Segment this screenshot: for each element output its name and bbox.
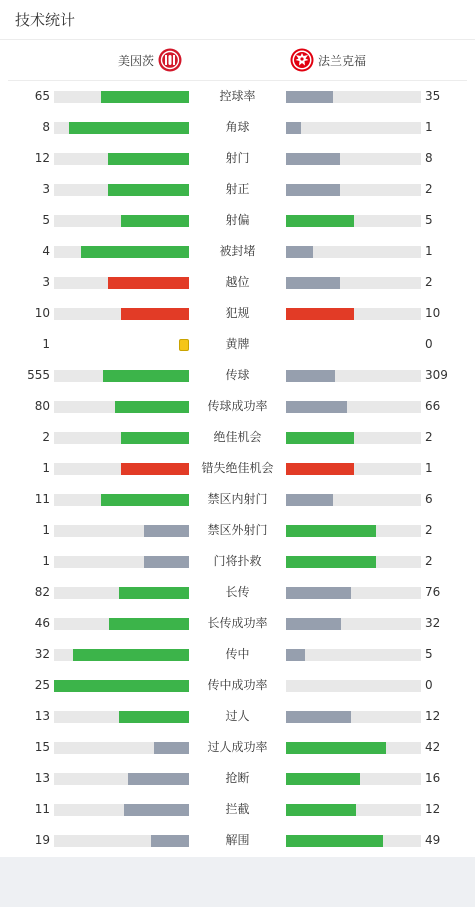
stat-label: 绝佳机会: [213, 429, 262, 444]
away-value: 1: [425, 119, 433, 134]
home-value: 13: [34, 708, 50, 723]
away-bar-fill: [286, 742, 386, 754]
home-value: 555: [27, 367, 50, 382]
away-bar-fill: [286, 556, 376, 568]
away-bar-fill: [286, 401, 347, 413]
home-value: 19: [34, 832, 50, 847]
away-bar-track: [286, 153, 421, 165]
stat-label: 解围: [225, 832, 250, 847]
home-bar-track: [54, 246, 189, 258]
away-bar-fill: [286, 122, 301, 134]
home-value: 12: [34, 150, 50, 165]
away-value: 2: [425, 429, 433, 444]
stat-label: 禁区内射门: [207, 491, 268, 506]
away-value: 42: [425, 739, 441, 754]
stat-label: 过人成功率: [207, 739, 268, 754]
away-value: 5: [425, 212, 433, 227]
stat-label: 犯规: [225, 305, 250, 320]
home-bar-fill: [69, 122, 189, 134]
frankfurt-eagle-logo-icon: [290, 48, 314, 72]
away-bar-fill: [286, 804, 356, 816]
teams-header: [8, 40, 467, 81]
home-bar-fill: [121, 463, 189, 475]
away-bar-track: [286, 494, 421, 506]
home-value: 32: [34, 646, 50, 661]
home-value: 11: [34, 491, 50, 506]
home-bar-fill: [108, 184, 189, 196]
page-title: 技术统计: [15, 11, 76, 29]
home-bar-track: [54, 835, 189, 847]
stat-label: 射正: [225, 181, 250, 196]
stat-label: 传球: [225, 367, 250, 382]
home-bar-fill: [115, 401, 189, 413]
away-value: 16: [425, 770, 441, 785]
stat-row: [0, 763, 475, 794]
stat-row: [0, 81, 475, 112]
stat-label: 抢断: [225, 770, 250, 785]
home-value: 2: [42, 429, 50, 444]
away-bar-track: [286, 742, 421, 754]
home-bar-track: [54, 804, 189, 816]
home-bar-fill: [108, 277, 189, 289]
home-bar-fill: [109, 618, 189, 630]
away-team[interactable]: [290, 48, 366, 72]
away-bar-track: [286, 587, 421, 599]
stat-label: 传中成功率: [207, 677, 268, 692]
home-bar-fill: [103, 370, 189, 382]
stat-label: 黄牌: [225, 336, 250, 351]
home-value: 11: [34, 801, 50, 816]
home-bar-fill: [81, 246, 189, 258]
stat-row: [0, 546, 475, 577]
away-bar-fill: [286, 835, 383, 847]
stat-row: [0, 732, 475, 763]
stat-row: [0, 298, 475, 329]
away-value: 1: [425, 460, 433, 475]
stat-row: [0, 391, 475, 422]
away-value: 309: [425, 367, 448, 382]
home-bar-fill: [121, 308, 189, 320]
stat-label: 拦截: [225, 801, 250, 816]
stats-list: [0, 81, 475, 856]
home-value: 82: [34, 584, 50, 599]
away-bar-track: [286, 711, 421, 723]
stat-label: 门将扑救: [213, 553, 262, 568]
stat-row: [0, 205, 475, 236]
home-bar-track: [54, 308, 189, 320]
home-bar-track: [54, 122, 189, 134]
away-bar-track: [286, 215, 421, 227]
home-bar-track: [54, 91, 189, 103]
away-bar-fill: [286, 153, 340, 165]
away-bar-track: [286, 680, 421, 692]
stat-label: 角球: [225, 119, 250, 134]
stat-label: 长传: [225, 584, 250, 599]
away-value: 6: [425, 491, 433, 506]
stat-label: 传球成功率: [207, 398, 268, 413]
stat-row: [0, 577, 475, 608]
home-value: 10: [34, 305, 50, 320]
away-bar-fill: [286, 277, 340, 289]
away-value: 2: [425, 522, 433, 537]
home-yellow-card-icon: [179, 339, 189, 351]
away-bar-track: [286, 277, 421, 289]
home-bar-track: [54, 432, 189, 444]
home-bar-track: [54, 742, 189, 754]
away-bar-track: [286, 649, 421, 661]
home-bar-fill: [121, 215, 189, 227]
home-bar-fill: [101, 494, 189, 506]
home-bar-fill: [128, 773, 189, 785]
stat-row: [0, 112, 475, 143]
away-team-name: 法兰克福: [318, 53, 367, 68]
away-bar-fill: [286, 308, 354, 320]
home-value: 1: [42, 460, 50, 475]
away-bar-fill: [286, 432, 354, 444]
home-value: 5: [42, 212, 50, 227]
away-bar-fill: [286, 370, 335, 382]
stat-label: 禁区外射门: [207, 522, 268, 537]
away-value: 10: [425, 305, 441, 320]
away-bar-fill: [286, 184, 340, 196]
stat-row: [0, 143, 475, 174]
home-team-name: 美因茨: [117, 53, 154, 68]
away-value: 12: [425, 801, 441, 816]
stat-row: [0, 422, 475, 453]
home-bar-fill: [144, 556, 189, 568]
stat-label: 传中: [225, 646, 250, 661]
home-value: 8: [42, 119, 50, 134]
stat-row: [0, 608, 475, 639]
stat-row: [0, 794, 475, 825]
away-bar-fill: [286, 587, 351, 599]
home-bar-fill: [101, 91, 189, 103]
away-bar-fill: [286, 463, 354, 475]
away-bar-track: [286, 432, 421, 444]
away-bar-track: [286, 184, 421, 196]
away-value: 12: [425, 708, 441, 723]
away-bar-track: [286, 122, 421, 134]
home-bar-track: [54, 525, 189, 537]
away-bar-track: [286, 835, 421, 847]
stat-row: [0, 825, 475, 856]
away-value: 5: [425, 646, 433, 661]
stat-row: [0, 701, 475, 732]
home-bar-fill: [119, 587, 189, 599]
away-bar-fill: [286, 618, 341, 630]
home-bar-fill: [151, 835, 189, 847]
stat-row: [0, 267, 475, 298]
home-value: 4: [42, 243, 50, 258]
away-value: 8: [425, 150, 433, 165]
away-value: 0: [425, 336, 433, 351]
stat-label: 被封堵: [219, 243, 256, 258]
stat-row: [0, 453, 475, 484]
home-value: 15: [34, 739, 50, 754]
home-bar-fill: [73, 649, 189, 661]
home-value: 3: [42, 274, 50, 289]
home-value: 1: [42, 336, 50, 351]
stat-label: 越位: [225, 274, 250, 289]
home-bar-track: [54, 370, 189, 382]
stat-row: [0, 670, 475, 701]
home-bar-track: [54, 215, 189, 227]
home-bar-fill: [154, 742, 189, 754]
away-value: 35: [425, 88, 441, 103]
away-bar-track: [286, 525, 421, 537]
home-bar-track: [54, 463, 189, 475]
away-value: 76: [425, 584, 441, 599]
home-bar-track: [54, 587, 189, 599]
home-value: 46: [34, 615, 50, 630]
home-bar-fill: [119, 711, 189, 723]
stat-row: [0, 174, 475, 205]
home-bar-fill: [108, 153, 189, 165]
home-value: 1: [42, 553, 50, 568]
away-value: 2: [425, 274, 433, 289]
away-bar-track: [286, 91, 421, 103]
home-value: 13: [34, 770, 50, 785]
stat-row: [0, 236, 475, 267]
away-bar-track: [286, 401, 421, 413]
away-bar-track: [286, 804, 421, 816]
home-bar-fill: [54, 680, 189, 692]
stat-label: 错失绝佳机会: [201, 460, 274, 475]
away-bar-fill: [286, 215, 354, 227]
away-bar-track: [286, 463, 421, 475]
home-value: 65: [34, 88, 50, 103]
home-bar-track: [54, 277, 189, 289]
away-bar-fill: [286, 525, 376, 537]
home-team[interactable]: [118, 48, 182, 72]
away-bar-track: [286, 618, 421, 630]
header: [0, 0, 475, 40]
home-bar-fill: [124, 804, 189, 816]
away-bar-track: [286, 556, 421, 568]
home-bar-track: [54, 153, 189, 165]
away-bar-fill: [286, 91, 333, 103]
away-bar-track: [286, 370, 421, 382]
home-bar-fill: [121, 432, 189, 444]
stat-label: 射门: [225, 150, 250, 165]
away-bar-track: [286, 308, 421, 320]
home-bar-track: [54, 556, 189, 568]
away-value: 2: [425, 181, 433, 196]
stat-label: 射偏: [225, 212, 250, 227]
home-bar-track: [54, 401, 189, 413]
home-bar-fill: [144, 525, 189, 537]
away-bar-fill: [286, 494, 333, 506]
away-value: 49: [425, 832, 441, 847]
away-bar-track: [286, 773, 421, 785]
stat-row: [0, 329, 475, 360]
home-value: 3: [42, 181, 50, 196]
away-value: 1: [425, 243, 433, 258]
away-value: 66: [425, 398, 441, 413]
away-bar-track: [286, 246, 421, 258]
stat-label: 控球率: [219, 88, 256, 103]
away-bar-fill: [286, 246, 313, 258]
stat-row: [0, 515, 475, 546]
home-bar-track: [54, 773, 189, 785]
home-value: 80: [34, 398, 50, 413]
home-value: 25: [34, 677, 50, 692]
mainz-logo-icon: [158, 48, 182, 72]
home-bar-track: [54, 680, 189, 692]
away-value: 2: [425, 553, 433, 568]
home-bar-track: [54, 618, 189, 630]
away-bar-fill: [286, 711, 351, 723]
home-bar-track: [54, 711, 189, 723]
away-value: 0: [425, 677, 433, 692]
away-value: 32: [425, 615, 441, 630]
stat-label: 过人: [225, 708, 250, 723]
stat-label: 长传成功率: [207, 615, 268, 630]
stat-row: [0, 360, 475, 391]
home-bar-track: [54, 494, 189, 506]
home-value: 1: [42, 522, 50, 537]
home-bar-track: [54, 184, 189, 196]
stat-row: [0, 484, 475, 515]
away-bar-fill: [286, 649, 305, 661]
stat-row: [0, 639, 475, 670]
home-bar-track: [54, 649, 189, 661]
away-bar-fill: [286, 773, 360, 785]
